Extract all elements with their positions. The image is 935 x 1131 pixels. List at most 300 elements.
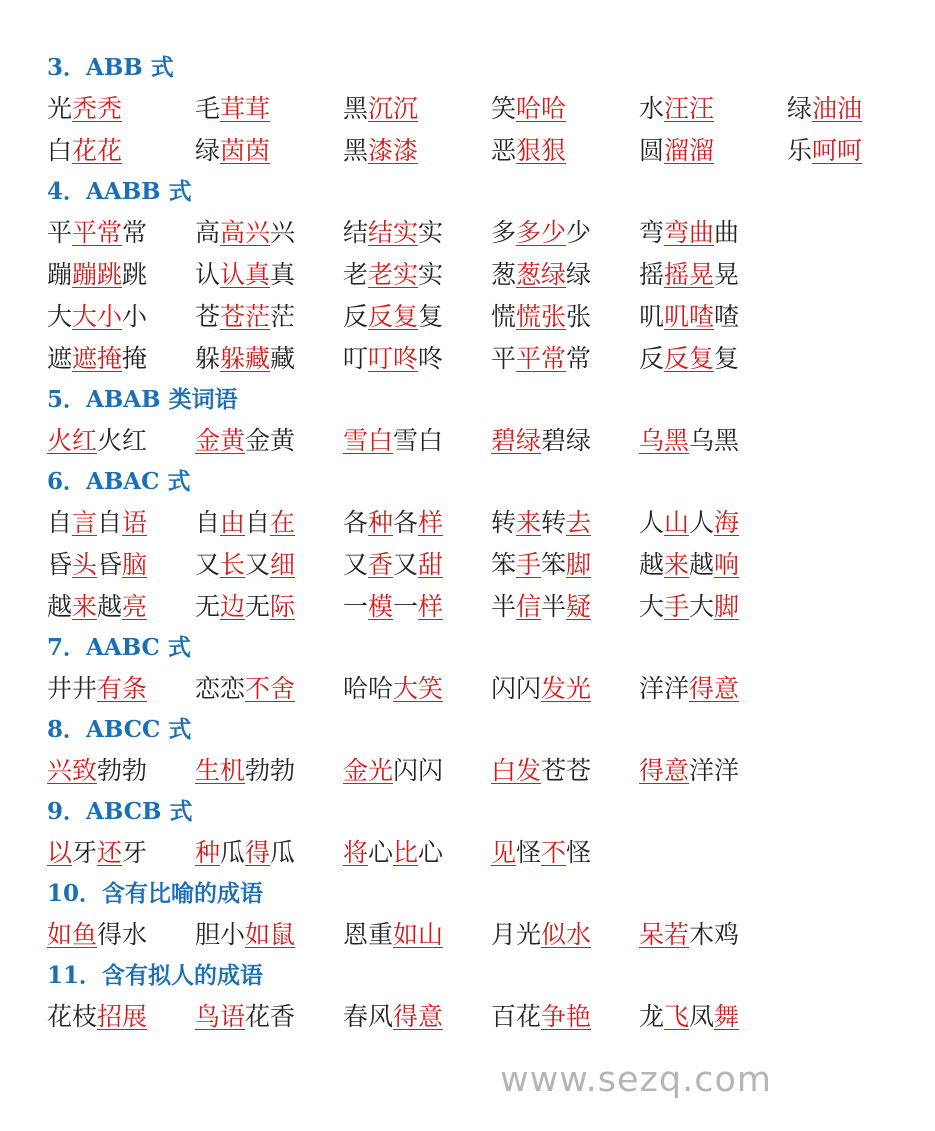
word-item [343, 591, 491, 623]
given-text: 越 [689, 550, 715, 579]
section-heading: 5．ABAB 类词语 [47, 386, 238, 413]
answer-text: 如鱼 [47, 920, 98, 949]
given-text: 笑 [491, 94, 517, 123]
given-text: 自 [245, 508, 271, 537]
given-text: 常 [566, 344, 592, 373]
word-item [47, 301, 195, 333]
answer-text: 鸟语 [195, 1002, 246, 1031]
word-item [195, 93, 343, 125]
word-row [47, 914, 767, 956]
word-item [47, 837, 195, 869]
word-item [47, 1001, 195, 1033]
answer-text: 言 [72, 508, 98, 537]
word-row [47, 212, 767, 254]
section-6 [47, 462, 767, 628]
given-text: 毛 [195, 94, 221, 123]
word-item [639, 259, 787, 291]
given-text: 复 [418, 302, 444, 331]
given-text: 黑 [343, 94, 369, 123]
answer-text: 弯曲 [664, 218, 715, 247]
given-text: 又 [343, 550, 369, 579]
given-text: 昏 [47, 550, 73, 579]
answer-text: 摇晃 [664, 260, 715, 289]
given-text: 越 [639, 550, 665, 579]
given-text: 洋洋 [689, 756, 740, 785]
answer-text: 呆若 [639, 920, 690, 949]
given-text: 人 [639, 508, 665, 537]
answer-text: 发光 [541, 674, 592, 703]
answer-text: 样 [418, 508, 444, 537]
answer-text: 碧绿 [491, 426, 542, 455]
answer-text: 将 [343, 838, 369, 867]
word-item [47, 673, 195, 705]
answer-text: 信 [516, 592, 542, 621]
word-item [491, 217, 639, 249]
section-heading: 4．AABB 式 [47, 178, 192, 205]
word-item [47, 507, 195, 539]
answer-text: 样 [418, 592, 444, 621]
given-text: 各 [343, 508, 369, 537]
word-item [639, 343, 787, 375]
given-text: 绿 [566, 260, 592, 289]
answer-text: 老实 [368, 260, 419, 289]
given-text: 凤 [689, 1002, 715, 1031]
given-text: 结 [343, 218, 369, 247]
word-item [491, 259, 639, 291]
answer-text: 结实 [368, 218, 419, 247]
given-text: 自 [195, 508, 221, 537]
word-item [47, 755, 195, 787]
word-item [195, 259, 343, 291]
word-item [639, 507, 787, 539]
answer-text: 油油 [812, 94, 863, 123]
given-text: 曲 [714, 218, 740, 247]
given-text: 叮 [343, 344, 369, 373]
given-text: 无 [245, 592, 271, 621]
given-text: 高 [195, 218, 221, 247]
answer-text: 大笑 [393, 674, 444, 703]
section-4 [47, 172, 767, 380]
given-text: 大 [639, 592, 665, 621]
given-text: 转 [491, 508, 517, 537]
given-text: 花香 [245, 1002, 296, 1031]
answer-text: 在 [270, 508, 296, 537]
answer-text: 雪白 [343, 426, 394, 455]
given-text: 黑 [343, 136, 369, 165]
answer-text: 茵茵 [220, 136, 271, 165]
word-item [491, 135, 639, 167]
answer-text: 得意 [393, 1002, 444, 1031]
answer-text: 去 [566, 508, 592, 537]
answer-text: 花花 [72, 136, 123, 165]
given-text: 各 [393, 508, 419, 537]
given-text: 咚 [418, 344, 444, 373]
given-text: 摇 [639, 260, 665, 289]
given-text: 春风 [343, 1002, 394, 1031]
word-item [639, 919, 787, 951]
word-item [343, 301, 491, 333]
given-text: 大 [689, 592, 715, 621]
given-text: 人 [689, 508, 715, 537]
section-3 [47, 48, 863, 172]
answer-text: 哈哈 [516, 94, 567, 123]
answer-text: 还 [97, 838, 123, 867]
given-text: 大 [47, 302, 73, 331]
word-row [47, 750, 767, 792]
answer-text: 手 [516, 550, 542, 579]
word-item [787, 135, 935, 167]
given-text: 雪白 [393, 426, 444, 455]
given-text: 掩 [122, 344, 148, 373]
answer-text: 苍茫 [220, 302, 271, 331]
word-item [491, 507, 639, 539]
word-item [639, 755, 787, 787]
given-text: 多 [491, 218, 517, 247]
given-text: 苍苍 [541, 756, 592, 785]
answer-text: 甜 [418, 550, 444, 579]
given-text: 心 [368, 838, 394, 867]
word-item [343, 135, 491, 167]
answer-text: 似水 [541, 920, 592, 949]
answer-text: 脑 [122, 550, 148, 579]
word-item [343, 507, 491, 539]
word-item [47, 217, 195, 249]
word-item [639, 135, 787, 167]
given-text: 火红 [97, 426, 148, 455]
word-item [47, 93, 195, 125]
answer-text: 反复 [368, 302, 419, 331]
answer-text: 多少 [516, 218, 567, 247]
given-text: 井井 [47, 674, 98, 703]
given-text: 反 [343, 302, 369, 331]
given-text: 晃 [714, 260, 740, 289]
section-heading: 3．ABB 式 [47, 54, 174, 81]
word-row [47, 544, 767, 586]
answer-text: 遮掩 [72, 344, 123, 373]
answer-text: 呵呵 [812, 136, 863, 165]
answer-text: 不 [541, 838, 567, 867]
given-text: 真 [270, 260, 296, 289]
answer-text: 白发 [491, 756, 542, 785]
given-text: 洋洋 [639, 674, 690, 703]
word-item [639, 217, 787, 249]
answer-text: 舞 [714, 1002, 740, 1031]
answer-text: 山 [664, 508, 690, 537]
answer-text: 认真 [220, 260, 271, 289]
given-text: 笨 [541, 550, 567, 579]
given-text: 得水 [97, 920, 148, 949]
section-8 [47, 710, 767, 792]
given-text: 平 [47, 218, 73, 247]
given-text: 蹦 [47, 260, 73, 289]
answer-text: 溜溜 [664, 136, 715, 165]
answer-text: 生机 [195, 756, 246, 785]
given-text: 半 [491, 592, 517, 621]
answer-text: 招展 [97, 1002, 148, 1031]
given-text: 转 [541, 508, 567, 537]
answer-text: 种 [368, 508, 394, 537]
answer-text: 金光 [343, 756, 394, 785]
word-item [195, 1001, 343, 1033]
answer-text: 反复 [664, 344, 715, 373]
given-text: 笨 [491, 550, 517, 579]
given-text: 木鸡 [689, 920, 740, 949]
word-item [639, 425, 787, 457]
given-text: 乌黑 [689, 426, 740, 455]
answer-text: 疑 [566, 592, 592, 621]
word-item [343, 919, 491, 951]
word-item [639, 301, 787, 333]
answer-text: 飞 [664, 1002, 690, 1031]
watermark: www.sezq.com [500, 1060, 773, 1100]
answer-text: 大小 [72, 302, 123, 331]
section-heading: 10．含有比喻的成语 [47, 880, 264, 907]
given-text: 越 [47, 592, 73, 621]
given-text: 半 [541, 592, 567, 621]
answer-text: 细 [270, 550, 296, 579]
word-item [195, 507, 343, 539]
word-item [47, 919, 195, 951]
given-text: 圆 [639, 136, 665, 165]
word-item [343, 837, 491, 869]
word-item [491, 1001, 639, 1033]
given-text: 昏 [97, 550, 123, 579]
given-text: 跳 [122, 260, 148, 289]
answer-text: 乌黑 [639, 426, 690, 455]
given-text: 自 [47, 508, 73, 537]
word-row [47, 338, 767, 380]
answer-text: 比 [393, 838, 419, 867]
given-text: 花枝 [47, 1002, 98, 1031]
given-text: 叽 [639, 302, 665, 331]
word-item [491, 919, 639, 951]
answer-text: 如鼠 [245, 920, 296, 949]
answer-text: 脚 [566, 550, 592, 579]
given-text: 弯 [639, 218, 665, 247]
word-row [47, 832, 767, 874]
word-item [343, 673, 491, 705]
word-item [47, 591, 195, 623]
given-text: 心 [418, 838, 444, 867]
answer-text: 种 [195, 838, 221, 867]
word-item [639, 549, 787, 581]
section-heading: 9．ABCB 式 [47, 798, 193, 825]
given-text: 勃勃 [97, 756, 148, 785]
word-row [47, 254, 767, 296]
word-item [639, 673, 787, 705]
given-text: 少 [566, 218, 592, 247]
given-text: 实 [418, 218, 444, 247]
given-text: 闪闪 [491, 674, 542, 703]
given-text: 水 [639, 94, 665, 123]
word-item [47, 259, 195, 291]
answer-text: 葱绿 [516, 260, 567, 289]
answer-text: 汪汪 [664, 94, 715, 123]
answer-text: 得 [245, 838, 271, 867]
given-text: 胆小 [195, 920, 246, 949]
answer-text: 际 [270, 592, 296, 621]
answer-text: 叽喳 [664, 302, 715, 331]
given-text: 常 [122, 218, 148, 247]
word-item [195, 755, 343, 787]
answer-text: 来 [664, 550, 690, 579]
word-item [343, 549, 491, 581]
word-item [47, 135, 195, 167]
answer-text: 得意 [689, 674, 740, 703]
answer-text: 响 [714, 550, 740, 579]
word-item [195, 217, 343, 249]
word-row [47, 586, 767, 628]
given-text: 金黄 [245, 426, 296, 455]
given-text: 又 [393, 550, 419, 579]
given-text: 茫 [270, 302, 296, 331]
given-text: 恋恋 [195, 674, 246, 703]
word-row [47, 130, 863, 172]
answer-text: 语 [122, 508, 148, 537]
word-row [47, 502, 767, 544]
given-text: 小 [122, 302, 148, 331]
answer-text: 手 [664, 592, 690, 621]
word-item [343, 259, 491, 291]
section-heading: 11．含有拟人的成语 [47, 962, 264, 989]
word-item [787, 93, 935, 125]
section-heading: 6．ABAC 式 [47, 468, 191, 495]
given-text: 认 [195, 260, 221, 289]
word-item [343, 755, 491, 787]
word-row [47, 996, 767, 1038]
word-item [639, 93, 787, 125]
given-text: 实 [418, 260, 444, 289]
section-heading: 7．AABC 式 [47, 634, 191, 661]
word-item [343, 425, 491, 457]
given-text: 一 [343, 592, 369, 621]
answer-text: 海 [714, 508, 740, 537]
given-text: 怪 [516, 838, 542, 867]
answer-text: 蹦跳 [72, 260, 123, 289]
answer-text: 兴致 [47, 756, 98, 785]
answer-text: 火红 [47, 426, 98, 455]
word-item [491, 673, 639, 705]
word-row [47, 668, 767, 710]
word-item [195, 135, 343, 167]
word-item [491, 549, 639, 581]
given-text: 百花 [491, 1002, 542, 1031]
given-text: 恶 [491, 136, 517, 165]
answer-text: 边 [220, 592, 246, 621]
given-text: 藏 [270, 344, 296, 373]
answer-text: 由 [220, 508, 246, 537]
given-text: 瓜 [220, 838, 246, 867]
given-text: 自 [97, 508, 123, 537]
answer-text: 头 [72, 550, 98, 579]
word-item [47, 343, 195, 375]
given-text: 越 [97, 592, 123, 621]
answer-text: 平常 [516, 344, 567, 373]
answer-text: 长 [220, 550, 246, 579]
word-item [47, 425, 195, 457]
answer-text: 香 [368, 550, 394, 579]
word-item [491, 301, 639, 333]
given-text: 遮 [47, 344, 73, 373]
given-text: 瓜 [270, 838, 296, 867]
answer-text: 漆漆 [368, 136, 419, 165]
given-text: 闪闪 [393, 756, 444, 785]
answer-text: 来 [516, 508, 542, 537]
given-text: 绿 [195, 136, 221, 165]
answer-text: 得意 [639, 756, 690, 785]
word-item [195, 837, 343, 869]
word-item [491, 591, 639, 623]
answer-text: 亮 [122, 592, 148, 621]
word-item [491, 425, 639, 457]
answer-text: 慌张 [516, 302, 567, 331]
given-text: 一 [393, 592, 419, 621]
word-row [47, 88, 863, 130]
word-item [195, 343, 343, 375]
word-item [195, 591, 343, 623]
answer-text: 沉沉 [368, 94, 419, 123]
given-text: 葱 [491, 260, 517, 289]
section-heading: 8．ABCC 式 [47, 716, 192, 743]
given-text: 哈哈 [343, 674, 394, 703]
answer-text: 来 [72, 592, 98, 621]
section-9 [47, 792, 767, 874]
answer-text: 高兴 [220, 218, 271, 247]
word-item [639, 591, 787, 623]
answer-text: 脚 [714, 592, 740, 621]
given-text: 喳 [714, 302, 740, 331]
word-item [47, 549, 195, 581]
word-item [491, 93, 639, 125]
answer-text: 茸茸 [220, 94, 271, 123]
given-text: 碧绿 [541, 426, 592, 455]
answer-text: 躲藏 [220, 344, 271, 373]
given-text: 躲 [195, 344, 221, 373]
given-text: 又 [195, 550, 221, 579]
word-row [47, 420, 767, 462]
answer-text: 平常 [72, 218, 123, 247]
word-item [195, 549, 343, 581]
word-item [195, 919, 343, 951]
given-text: 兴 [270, 218, 296, 247]
section-7 [47, 628, 767, 710]
word-item [195, 425, 343, 457]
word-item [639, 1001, 787, 1033]
word-item [343, 343, 491, 375]
answer-text: 金黄 [195, 426, 246, 455]
given-text: 龙 [639, 1002, 665, 1031]
given-text: 牙 [72, 838, 98, 867]
given-text: 怪 [566, 838, 592, 867]
given-text: 复 [714, 344, 740, 373]
given-text: 平 [491, 344, 517, 373]
answer-text: 争艳 [541, 1002, 592, 1031]
given-text: 光 [47, 94, 73, 123]
given-text: 张 [566, 302, 592, 331]
word-item [343, 1001, 491, 1033]
word-item [195, 673, 343, 705]
word-item [491, 755, 639, 787]
word-item [343, 93, 491, 125]
section-10 [47, 874, 767, 956]
section-11 [47, 956, 767, 1038]
answer-text: 如山 [393, 920, 444, 949]
word-item [195, 301, 343, 333]
worksheet [47, 48, 863, 1038]
word-item [491, 343, 639, 375]
answer-text: 不舍 [245, 674, 296, 703]
given-text: 勃勃 [245, 756, 296, 785]
